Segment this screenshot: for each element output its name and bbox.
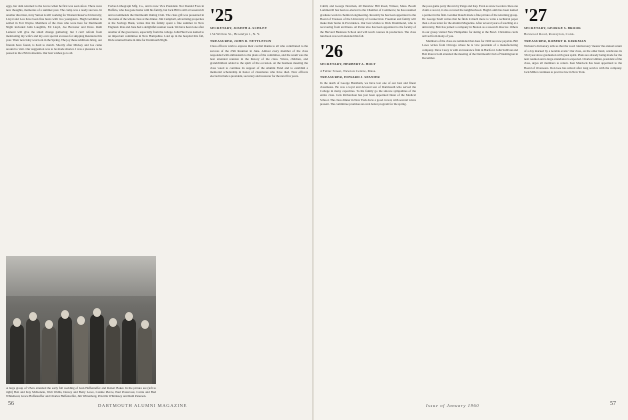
class-25-treasurer: TREASURER, JOHN D. NETTLETON: [210, 38, 272, 43]
left-col3-text: Class officers wish to express their cordial thanks to all who contributed to the success of the 25th Reunion in June. Almost every member of the class responded with enthusiasm to the plans of the committee, and the result was the best attended reunion in the history of the class. Wives, children, and grandchildren added to the spirit of the occasion. At the business meeting the class voted to continue its support of the Alumni Fund and to establish a memorial scholarship in honor of classmates who have died. New officers elected include a president, secretary and treasurer for the next five years.: [210, 44, 308, 79]
class-25-address: 154 Willow St., Brooklyn 1, N. Y.: [210, 32, 261, 37]
left-column-3: [210, 4, 308, 79]
left-column-2: [108, 4, 204, 43]
class-26-treasurer: TREASURER, EDWARD J. SPANIER: [320, 75, 380, 80]
class-27-address: Boxwood Road, Rowayton, Conn.: [524, 32, 575, 37]
class-27-treasurer: TREASURER, ROBERT R. KIRKMAN: [524, 38, 587, 43]
class-group-photo: [6, 256, 156, 384]
class-26-secretary: SECRETARY, HERBERT A. HOLT: [320, 62, 376, 67]
right-page-number: 57: [610, 401, 616, 407]
class-26-address: 4 Fuller Street, Newton Centre, Mass.: [320, 68, 377, 73]
photo-caption: A large group of '25ers attended the early fall wedding of Jean Haffenreffer and Robert Baker. In the picture are (left to right) Bob and Kay McKenzie, Walt Wallis, Dewey and Betty Lowe, Connie Pierce, Paul Pronovost, Carrie and Bud Whitehead, Grace Haffenreffer and Charles Haffenreffer, Jim Wittenberg, Priscilla Whittlesey and Ruth Petersen.: [6, 386, 156, 399]
right-page: [314, 0, 628, 420]
left-col1-text: eggs, her dam returned to the Grove when he first was seen afoot. There were new thoughts, memories of a summer past. The camp was a ready success. In another direction, Jerry Sutton is still working for Western Reserve University; Lloyd and Lou have been fine hosts with two youngsters. Hugh Goldman is settled in Fort Wayne. Members of the class who were here for Dartmouth Night included John Laughlin, Ed Lloyd, Joe Brewster and Dave. Ruth Lamont will give the small change gathering; but I can't refrain from mentioning my wife's and my own special excuses for skipping Reunions this year. Their new baby was born in the Spring. The joy these additions bring, our friends have found, is hard to match. Shortly after Mickey and Joe came around to visit. Our suggestion was to be made shorter. I was a pleasure to be passed to the 25th in absentia. Our best wishes go to all.: [6, 4, 102, 56]
class-27-secretary: SECRETARY, GEORGE S. BROOK: [524, 26, 581, 30]
left-page-number: 56: [8, 401, 14, 407]
right-footer: Issue of January 1960: [426, 403, 480, 408]
left-footer: DARTMOUTH ALUMNI MAGAZINE: [98, 403, 187, 408]
class-27-text: Webster's dictionary tells us that the word 'anniversary' means 'the annual return of a day marked by a notable event.' Our class, on the other hand, celebrates its 33rd year since graduation with great spirit. Plans are already being made for the next reunion and a large attendance is expected. Charles Gilman, president of the class, urges all members to return. Ken Murdock has been appointed to the Board of Overseers. Don Gee has retired after long service with the company. Jack Miller continues to practice law in New York.: [524, 44, 622, 74]
class-year-25: '25: [210, 5, 234, 25]
left-column-1: [6, 4, 102, 56]
class-26-text: In the death of George Burnham, we have lost one of our best and finest classmates. He was a loyal and devoted son of Dartmouth who served the College in many capacities. To his family go the sincere sympathies of the entire class. Jack Richardson has just been appointed Dean of the Medical School. The class dinner in New York drew a good crowd, with several wives present. The committee promises an even better program for the spring.: [320, 80, 416, 107]
class-year-27: '27: [524, 5, 548, 25]
right-column-3: [524, 4, 622, 75]
right-column-1: [320, 4, 416, 107]
right-column-2: [422, 4, 518, 61]
right-col1-text: Cahill, and George Newman, 40 Denslow Hill Road, Winsor, Mass. Booth Lommerrill has been re-elected to the Chamber of Commerce; he has resumed graduate work in chemical engineering. Recently he has been appointed to the Board of Trustees of the University of Connecticut. Freeman and family will make their home in Providence. Our best wishes to Dick Drummond, who is recovering from an illness. Al Parter also has been appointed to the faculty of the Harvard Business School and will teach courses in production. The class luncheon was well attended this fall.: [320, 4, 416, 39]
right-col2-text: the post-game party thrown by Paige and Kay. Even as snow Gordon cities one claim a record, it also covered the neighborhood. Hugh Lamb has been named a partner in the firm. Gardner Rauch made a fine picture of the returning group. Dr. George Snell writes that he finds it much more to write a technical paper than a class letter for the Alumni Magazine. After several years of teaching at a university, Bob has joined a company in Boston as a research director. Others in our group visited New Hampshire for skiing at the Bowl. Christmas cards arrived from many of you.: [422, 4, 518, 39]
class-year-26: '26: [320, 41, 344, 62]
class-25-secretary: SECRETARY, JOSEPH A. SCHLEY: [210, 26, 268, 30]
left-col2-text: Forbes Lithograph Mfg. Co., and is now Vice President. Not Donald Eves in Buffalo, who has gone home with his family, but Jack Hill is still at Greenwich and recommends the Dartmouth Outing Club. The class gift was presented in the name of the whole class at the dinner. Jim Campbell, advertising properties at the Savings Bank, writes that his family spent a fine summer in New England. Pete and Jane had a delightful reunion week. We have heard one after another of the great news, especially from the college. John Hurd was named to an important committee in New Hampshire. Laid up in the hospital this fall, Dick returned home in time for Dartmouth Night.: [108, 4, 204, 43]
right-col3-text: Members of the class are reminded that dues for 1960 are now payable. Bill Lowe writes from Chicago where he is vice president of a manufacturing company. Dave Carey is with an insurance firm in Hartford. John Sullivan and Bob Pearce both attended the meeting of the Dartmouth Club of Washington in December.: [422, 38, 518, 61]
